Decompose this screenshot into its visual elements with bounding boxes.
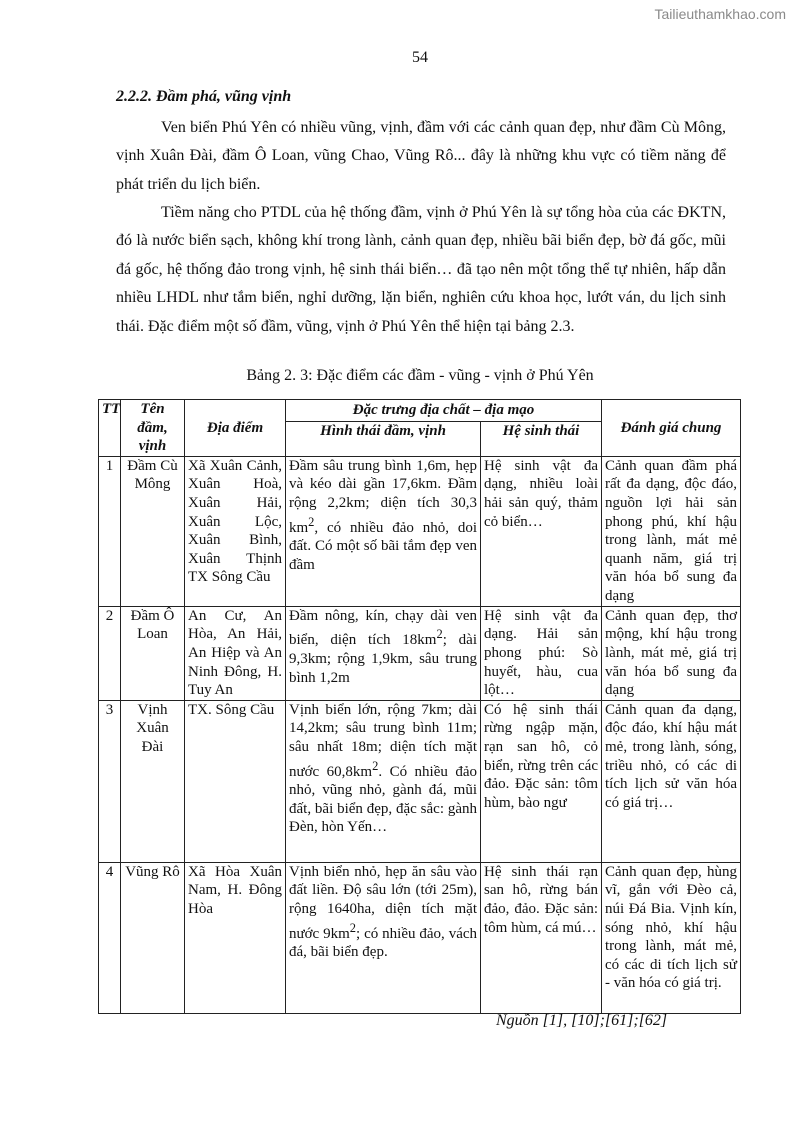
cell-shape xyxy=(286,862,481,1013)
cell-name: Vịnh Xuân Đài xyxy=(121,700,185,862)
superscript: 2 xyxy=(308,514,315,529)
cell-name: Vũng Rô xyxy=(121,862,185,1013)
cell-shape xyxy=(286,700,481,862)
cell-tt: 4 xyxy=(99,862,121,1013)
cell-shape xyxy=(286,606,481,700)
section-heading: 2.2.2. Đầm phá, vũng vịnh xyxy=(116,88,292,105)
cell-name: Đầm Cù Mông xyxy=(121,456,185,606)
header-evaluation: Đánh giá chung xyxy=(602,400,741,457)
header-tt: TT xyxy=(99,400,121,457)
cell-ecosystem: Có hệ sinh thái rừng ngập mặn, rạn san hô, cỏ biển, rừng trên các đảo. Đặc sản: tôm hùm, bào ngư xyxy=(481,700,602,862)
cell-ecosystem: Hệ sinh vật đa dạng. Hải sản phong phú: Sò huyết, hàu, cua lột… xyxy=(481,606,602,700)
cell-evaluation: Cảnh quan đầm phá rất đa dạng, độc đáo, nguồn lợi hải sản phong phú, khí hậu trong lành, mát mẻ quanh năm, giá trị văn hóa bổ sung đa dạng xyxy=(602,456,741,606)
table-row xyxy=(99,862,741,1013)
cell-location: Xã Xuân Cảnh, Xuân Hoà, Xuân Hải, Xuân Lộc, Xuân Bình, Xuân Thịnh TX Sông Cầu xyxy=(185,456,286,606)
table-row xyxy=(99,456,741,606)
watermark: Tailieuthamkhao.com xyxy=(654,6,786,22)
table-row xyxy=(99,606,741,700)
page-number: 54 xyxy=(412,49,428,66)
lagoon-bay-table xyxy=(98,399,741,1014)
table-row xyxy=(99,700,741,862)
shape-text: ; dài 9,3km; rộng 1,9km, sâu trung bình 1,2m xyxy=(289,632,477,686)
cell-tt: 1 xyxy=(99,456,121,606)
header-geology-group: Đặc trưng địa chất – địa mạo xyxy=(286,400,602,422)
cell-location: An Cư, An Hòa, An Hải, An Hiệp và An Ninh Đông, H. Tuy An xyxy=(185,606,286,700)
header-location: Địa điểm xyxy=(185,400,286,457)
table-caption: Bảng 2. 3: Đặc điểm các đầm - vũng - vịnh ở Phú Yên xyxy=(246,367,594,384)
cell-evaluation: Cảnh quan đẹp, thơ mộng, khí hậu trong lành, mát mẻ, giá trị văn hóa bổ sung đa dạng xyxy=(602,606,741,700)
header-shape: Hình thái đầm, vịnh xyxy=(286,421,481,456)
header-name: Tên đầm, vịnh xyxy=(121,400,185,457)
header-ecosystem: Hệ sinh thái xyxy=(481,421,602,456)
shape-text: Vịnh biển lớn, rộng 7km; dài 14,2km; sâu trung bình 11m; sâu nhất 18m; diện tích mặt nước 60,8km xyxy=(289,701,477,780)
cell-shape xyxy=(286,456,481,606)
paragraph-2: Tiềm năng cho PTDL của hệ thống đầm, vịnh ở Phú Yên là sự tổng hòa của các ĐKTN, đó là nước biển sạch, không khí trong lành, cảnh quan đẹp, nhiều bãi biển đẹp, bờ đá gốc, mũi đá gốc, hệ thống đảo trong vịnh, hệ sinh thái biển… đã tạo nên một tổng thể tự nhiên, hấp dẫn nhiều LHDL như tắm biển, nghỉ dưỡng, lặn biển, nghiên cứu khoa học, lướt ván, du lịch sinh thái. Đặc điểm một số đầm, vũng, vịnh ở Phú Yên thể hiện tại bảng 2.3. xyxy=(116,204,726,335)
cell-ecosystem: Hệ sinh vật đa dạng, nhiều loài hải sản quý, thảm cỏ biển… xyxy=(481,456,602,606)
cell-location: Xã Hòa Xuân Nam, H. Đông Hòa xyxy=(185,862,286,1013)
cell-tt: 3 xyxy=(99,700,121,862)
shape-text: Đầm nông, kín, chạy dài ven biển, diện tích 18km xyxy=(289,607,477,649)
shape-text: . Có nhiều đảo nhỏ, vũng nhỏ, gành đá, mũi đất, bãi biển đẹp, đặc sắc: gành Đèn, hòn Yến… xyxy=(289,763,477,836)
cell-evaluation: Cảnh quan đẹp, hùng vĩ, gắn với Đèo cả, núi Đá Bia. Vịnh kín, sóng nhỏ, khí hậu trong lành, mát mẻ, có các di tích lịch sử - văn hóa có giá trị. xyxy=(602,862,741,1013)
superscript: 2 xyxy=(372,758,379,773)
shape-text: Đầm sâu trung bình 1,6m, hẹp và kéo dài gần 17,6km. Đầm rộng 2,2km; diện tích 30,3 km xyxy=(289,457,477,536)
shape-text: Vịnh biển nhỏ, hẹp ăn sâu vào đất liền. Độ sâu lớn (tới 25m), rộng 1640ha, diện tích mặt nước 9km xyxy=(289,863,477,942)
paragraph-1: Ven biển Phú Yên có nhiều vũng, vịnh, đầm với các cảnh quan đẹp, như đầm Cù Mông, vịnh Xuân Đài, đầm Ô Loan, vũng Chao, Vũng Rô... đây là những khu vực có tiềm năng để phát triển du lịch biển. xyxy=(116,119,726,193)
cell-name: Đầm Ô Loan xyxy=(121,606,185,700)
shape-text: , có nhiều đảo nhỏ, doi đất. Có một số bãi tắm đẹp ven đầm xyxy=(289,519,477,573)
cell-location: TX. Sông Cầu xyxy=(185,700,286,862)
shape-text: ; có nhiều đảo, vách đá, bãi biển đẹp. xyxy=(289,925,478,961)
superscript: 2 xyxy=(436,627,443,642)
cell-evaluation: Cảnh quan đa dạng, độc đáo, khí hậu mát mẻ, trong lành, sóng, triều nhỏ, có các di tích lịch sử văn hóa có giá trị… xyxy=(602,700,741,862)
cell-ecosystem: Hệ sinh thái rạn san hô, rừng bán đảo, đảo. Đặc sản: tôm hùm, cá mú… xyxy=(481,862,602,1013)
table-source: Nguồn [1], [10];[61];[62] xyxy=(496,1012,668,1029)
cell-tt: 2 xyxy=(99,606,121,700)
superscript: 2 xyxy=(349,920,357,935)
